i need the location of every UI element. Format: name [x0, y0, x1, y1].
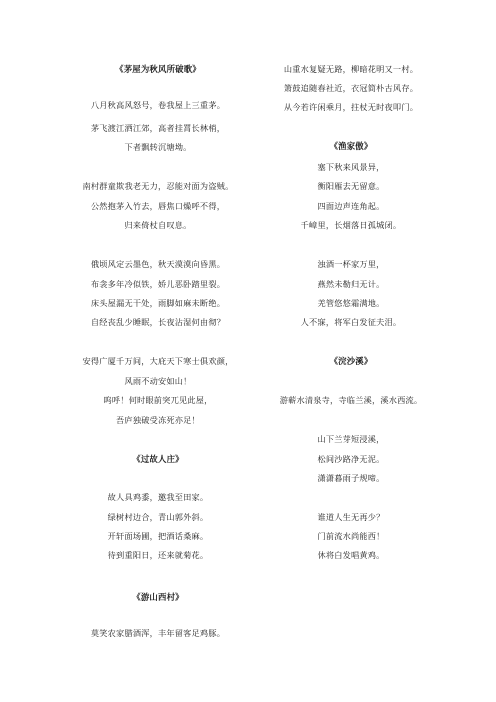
- poem-line: 浊酒一杯家万里，: [317, 259, 385, 269]
- poem-title-maowu: 《茅屋为秋风所破歌》: [115, 64, 201, 74]
- poem-title-guoguren: 《过故人庄》: [132, 454, 184, 464]
- poem-line: 人不寐，将军白发征夫泪。: [300, 317, 402, 327]
- poem-line: 山重水复疑无路，柳暗花明又一村。: [283, 64, 419, 74]
- poem-line: 待到重阳日，还来就菊花。: [107, 550, 209, 560]
- poem-title-huanshaxi: 《浣沙溪》: [329, 356, 373, 366]
- poem-title-yujiaao: 《渔家傲》: [329, 141, 373, 151]
- poem-line: 俄顷风定云墨色，秋天漠漠向昏黑。: [90, 259, 226, 269]
- poem-line: 故人具鸡黍，邀我至田家。: [107, 492, 209, 502]
- poem-line: 山下兰芽短浸溪，: [317, 434, 385, 444]
- poem-line: 吾庐独破受冻死亦足！: [116, 415, 200, 425]
- poem-line: 绿树村边合，青山郭外斜。: [107, 512, 209, 522]
- poem-line: 风雨不动安如山！: [124, 376, 192, 386]
- poem-title-youshanxi: 《游山西村》: [132, 592, 184, 602]
- poem-line: 松间沙路净无泥。: [317, 454, 385, 464]
- poem-line: 床头屋漏无干处，雨脚如麻未断绝。: [90, 298, 226, 308]
- poem-line: 呜呼！何时眼前突兀见此屋，: [103, 395, 213, 405]
- poem-line: 塞下秋来风景异，: [317, 162, 385, 172]
- poem-line: 八月秋高风怒号，卷我屋上三重茅。: [90, 100, 226, 110]
- poem-line: 休将白发唱黄鸡。: [317, 550, 385, 560]
- poem-line: 衡阳雁去无留意。: [317, 181, 385, 191]
- poem-line: 门前流水尚能西！: [317, 531, 385, 541]
- poem-line: 游蕲水清泉寺，寺临兰溪，溪水西流。: [279, 395, 423, 405]
- poem-line: 潇潇暮雨子规啼。: [317, 473, 385, 483]
- poem-line: 安得广厦千万间，大庇天下寒士俱欢颜，: [82, 356, 234, 366]
- poem-line: 自经丧乱少睡眠，长夜沾湿何由彻？: [90, 317, 226, 327]
- poem-line: 莫笑农家腊酒浑，丰年留客足鸡豚。: [90, 628, 226, 638]
- poem-line: 千嶂里，长烟落日孤城闭。: [300, 220, 402, 230]
- poem-line: 茅飞渡江洒江郊，高者挂罥长林梢，: [90, 123, 226, 133]
- poem-line: 从今若许闲乘月，拄杖无时夜叩门。: [283, 102, 419, 112]
- poem-line: 羌管悠悠霜满地。: [317, 298, 385, 308]
- poem-line: 燕然未勒归无计。: [317, 279, 385, 289]
- poem-line: 谁道人生无再少？: [317, 512, 385, 522]
- poem-line: 箫鼓追随春社近，衣冠简朴古风存。: [283, 83, 419, 93]
- poem-line: 公然抱茅入竹去，唇焦口燥呼不得，: [90, 201, 226, 211]
- poem-line: 下者飘转沉塘坳。: [124, 142, 192, 152]
- poem-line: 南村群童欺我老无力，忍能对面为盗贼。: [82, 181, 234, 191]
- poem-line: 布衾多年冷似铁，娇儿恶卧踏里裂。: [90, 279, 226, 289]
- poem-line: 四面边声连角起。: [317, 201, 385, 211]
- poem-line: 归来倚杖自叹息。: [124, 220, 192, 230]
- poem-line: 开轩面场圃，把酒话桑麻。: [107, 531, 209, 541]
